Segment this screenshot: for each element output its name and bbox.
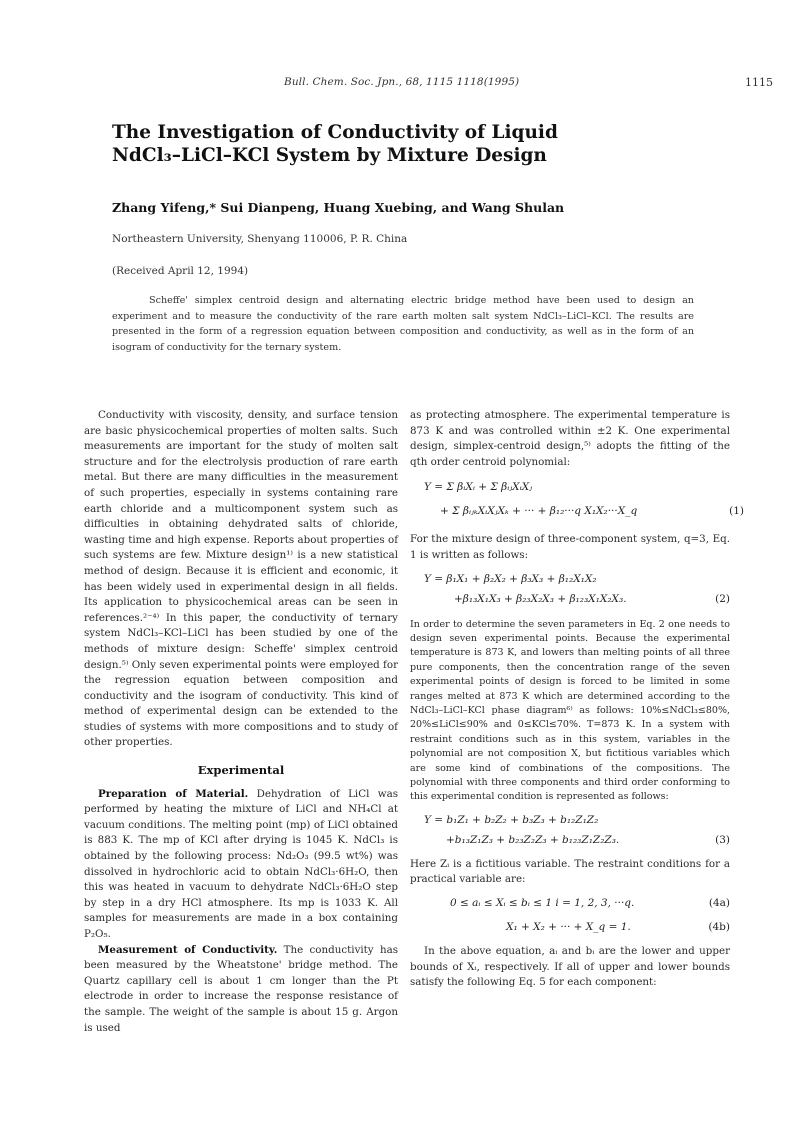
equation-4b-number: (4b): [708, 921, 730, 934]
preparation-subheading: Preparation of Material.: [98, 787, 249, 800]
affiliation: Northeastern University, Shenyang 110006, P. R. China: [112, 233, 408, 245]
equation-2-line-2: +β₁₃X₁X₃ + β₂₃X₂X₃ + β₁₂₃X₁X₂X₃. (2): [454, 592, 730, 610]
right-paragraph-4: Here Zᵢ is a fictitious variable. The restraint conditions for a practical variable are:: [410, 857, 730, 886]
received-date: (Received April 12, 1994): [112, 265, 249, 277]
author-list: Zhang Yifeng,* Sui Dianpeng, Huang Xuebing, and Wang Shulan: [112, 200, 565, 215]
section-heading-experimental: Experimental: [197, 763, 285, 778]
right-paragraph-3: In order to determine the seven parameters in Eq. 2 one needs to design seven experimental points. Because the experimental temperature is 873 K, and lowers than melting points of all three pure components, then the concentration range of the seven experimental points of design is forced to be limited in some ranges melted at 873 K which are determined according to the NdCl₃–LiCl–KCl phase diagram⁶⁾ as follows: 10%≤NdCl₃≤80%, 20%≤LiCl≤90% and 0≤KCl≤70%. T=873 K. In a system with restraint conditions such as in this system, variables in the polynomial are not composition X, but fictitious variables which are some kind of combinations of the compositions. The polynomial with three components and third order conforming to this experimental condition is represented as follows:: [410, 618, 730, 803]
equation-1-line-2: + Σ βᵢⱼₖXᵢXⱼXₖ + ··· + β₁₂···q X₁X₂···X_q (1): [440, 504, 730, 522]
equation-4b: X₁ + X₂ + ··· + X_q = 1. (4b): [506, 920, 730, 938]
right-paragraph-1: as protecting atmosphere. The experimental temperature is 873 K and was controlled within ±2 K. One experimental design, simplex-centroid design,⁵⁾ adopts the fitting of the qth order centroid polynomial:: [410, 409, 730, 468]
title-line-2: NdCl₃–LiCl–KCl System by Mixture Design: [112, 145, 547, 166]
equation-3-line-1: Y = b₁Z₁ + b₂Z₂ + b₃Z₃ + b₁₂Z₁Z₂: [424, 813, 599, 826]
paper-title: [112, 121, 672, 167]
equation-1-line-1: Y = Σ βᵢXᵢ + Σ βᵢⱼXᵢXⱼ: [424, 481, 532, 494]
preparation-paragraph: [84, 787, 398, 943]
introduction-paragraph: Conductivity with viscosity, density, and surface tension are basic physicochemical properties of molten salts. Such measurements are important for the study of molten salt structure and for the electrolysis production of rare earth metal. But there are many difficulties in the measurement of such properties, especially in systems containing rare earth chloride and a multicomponent system such as difficulties in obtaining dehydrated salts of chloride, wasting time and high expense. Reports about properties of such systems are few. Mixture design¹⁾ is a new statistical method of design. Because it is efficient and economic, it has been widely used in experimental design in all fields. Its application to physicochemical areas can be seen in references.²⁻⁴⁾ In this paper, the conductivity of ternary system NdCl₃–KCl–LiCl has been studied by one of the methods of mixture design: Scheffe' simplex centroid design.⁵⁾ Only seven experimental points were employed for the regression equation between composition and conductivity and the isogram of conductivity. This kind of method of experimental design can be extended to the studies of systems with more compositions and to study of other properties.: [84, 409, 398, 749]
equation-2-line-1: Y = β₁X₁ + β₂X₂ + β₃X₃ + β₁₂X₁X₂: [424, 572, 597, 585]
right-paragraph-2: For the mixture design of three-component system, q=3, Eq. 1 is written as follows:: [410, 533, 730, 561]
equation-4a-number: (4a): [708, 897, 730, 910]
equation-4a: 0 ≤ aᵢ ≤ Xᵢ ≤ bᵢ ≤ 1 i = 1, 2, 3, ···q. (4a): [450, 896, 730, 914]
measurement-subheading: Measurement of Conductivity.: [98, 943, 278, 956]
preparation-text: Dehydration of LiCl was performed by heating the mixture of LiCl and NH₄Cl at vacuum conditions. The melting point (mp) of LiCl obtained is 883 K. The mp of KCl after drying is 1045 K. NdCl₃ is obtained by the following process: Nd₂O₃ (99.5 wt%) was dissolved in hydrochloric acid to obtain NdCl₃·6H₂O, then this was heated in vacuum to dehydrate NdCl₃·6H₂O step by step in a dry HCl atmosphere. Its mp is 1033 K. All samples for measurements are made in a box containing P₂O₅.: [84, 787, 398, 940]
page-number: 1115: [745, 76, 773, 89]
equation-3-line-2: +b₁₃Z₁Z₃ + b₂₃Z₂Z₃ + b₁₂₃Z₁Z₂Z₃. (3): [446, 833, 730, 851]
title-line-1: The Investigation of Conductivity of Liquid: [112, 122, 558, 143]
equation-3-number: (3): [715, 833, 730, 846]
left-column: [84, 408, 398, 1036]
equation-1-number: (1): [729, 505, 744, 518]
right-paragraph-5: In the above equation, aᵢ and bᵢ are the lower and upper bounds of Xᵢ, respectively. If all of upper and lower bounds satisfy the following Eq. 5 for each component:: [410, 945, 730, 989]
journal-citation: Bull. Chem. Soc. Jpn., 68, 1115 1118(1995): [284, 76, 520, 88]
right-column: [410, 408, 744, 991]
measurement-text: The conductivity has been measured by the Wheatstone' bridge method. The Quartz capillary cell is about 1 cm longer than the Pt electrode in order to increase the response resistance of the sample. The weight of the sample is about 15 g. Argon is used: [84, 943, 398, 1034]
abstract: Scheffe' simplex centroid design and alternating electric bridge method have been used to design an experiment and to measure the conductivity of the rare earth molten salt system NdCl₃–LiCl–KCl. The results are presented in the form of a regression equation between composition and conductivity, as well as in the form of an isogram of conductivity for the ternary system.: [112, 295, 694, 353]
measurement-paragraph: [84, 943, 398, 1037]
equation-2-number: (2): [715, 592, 730, 605]
